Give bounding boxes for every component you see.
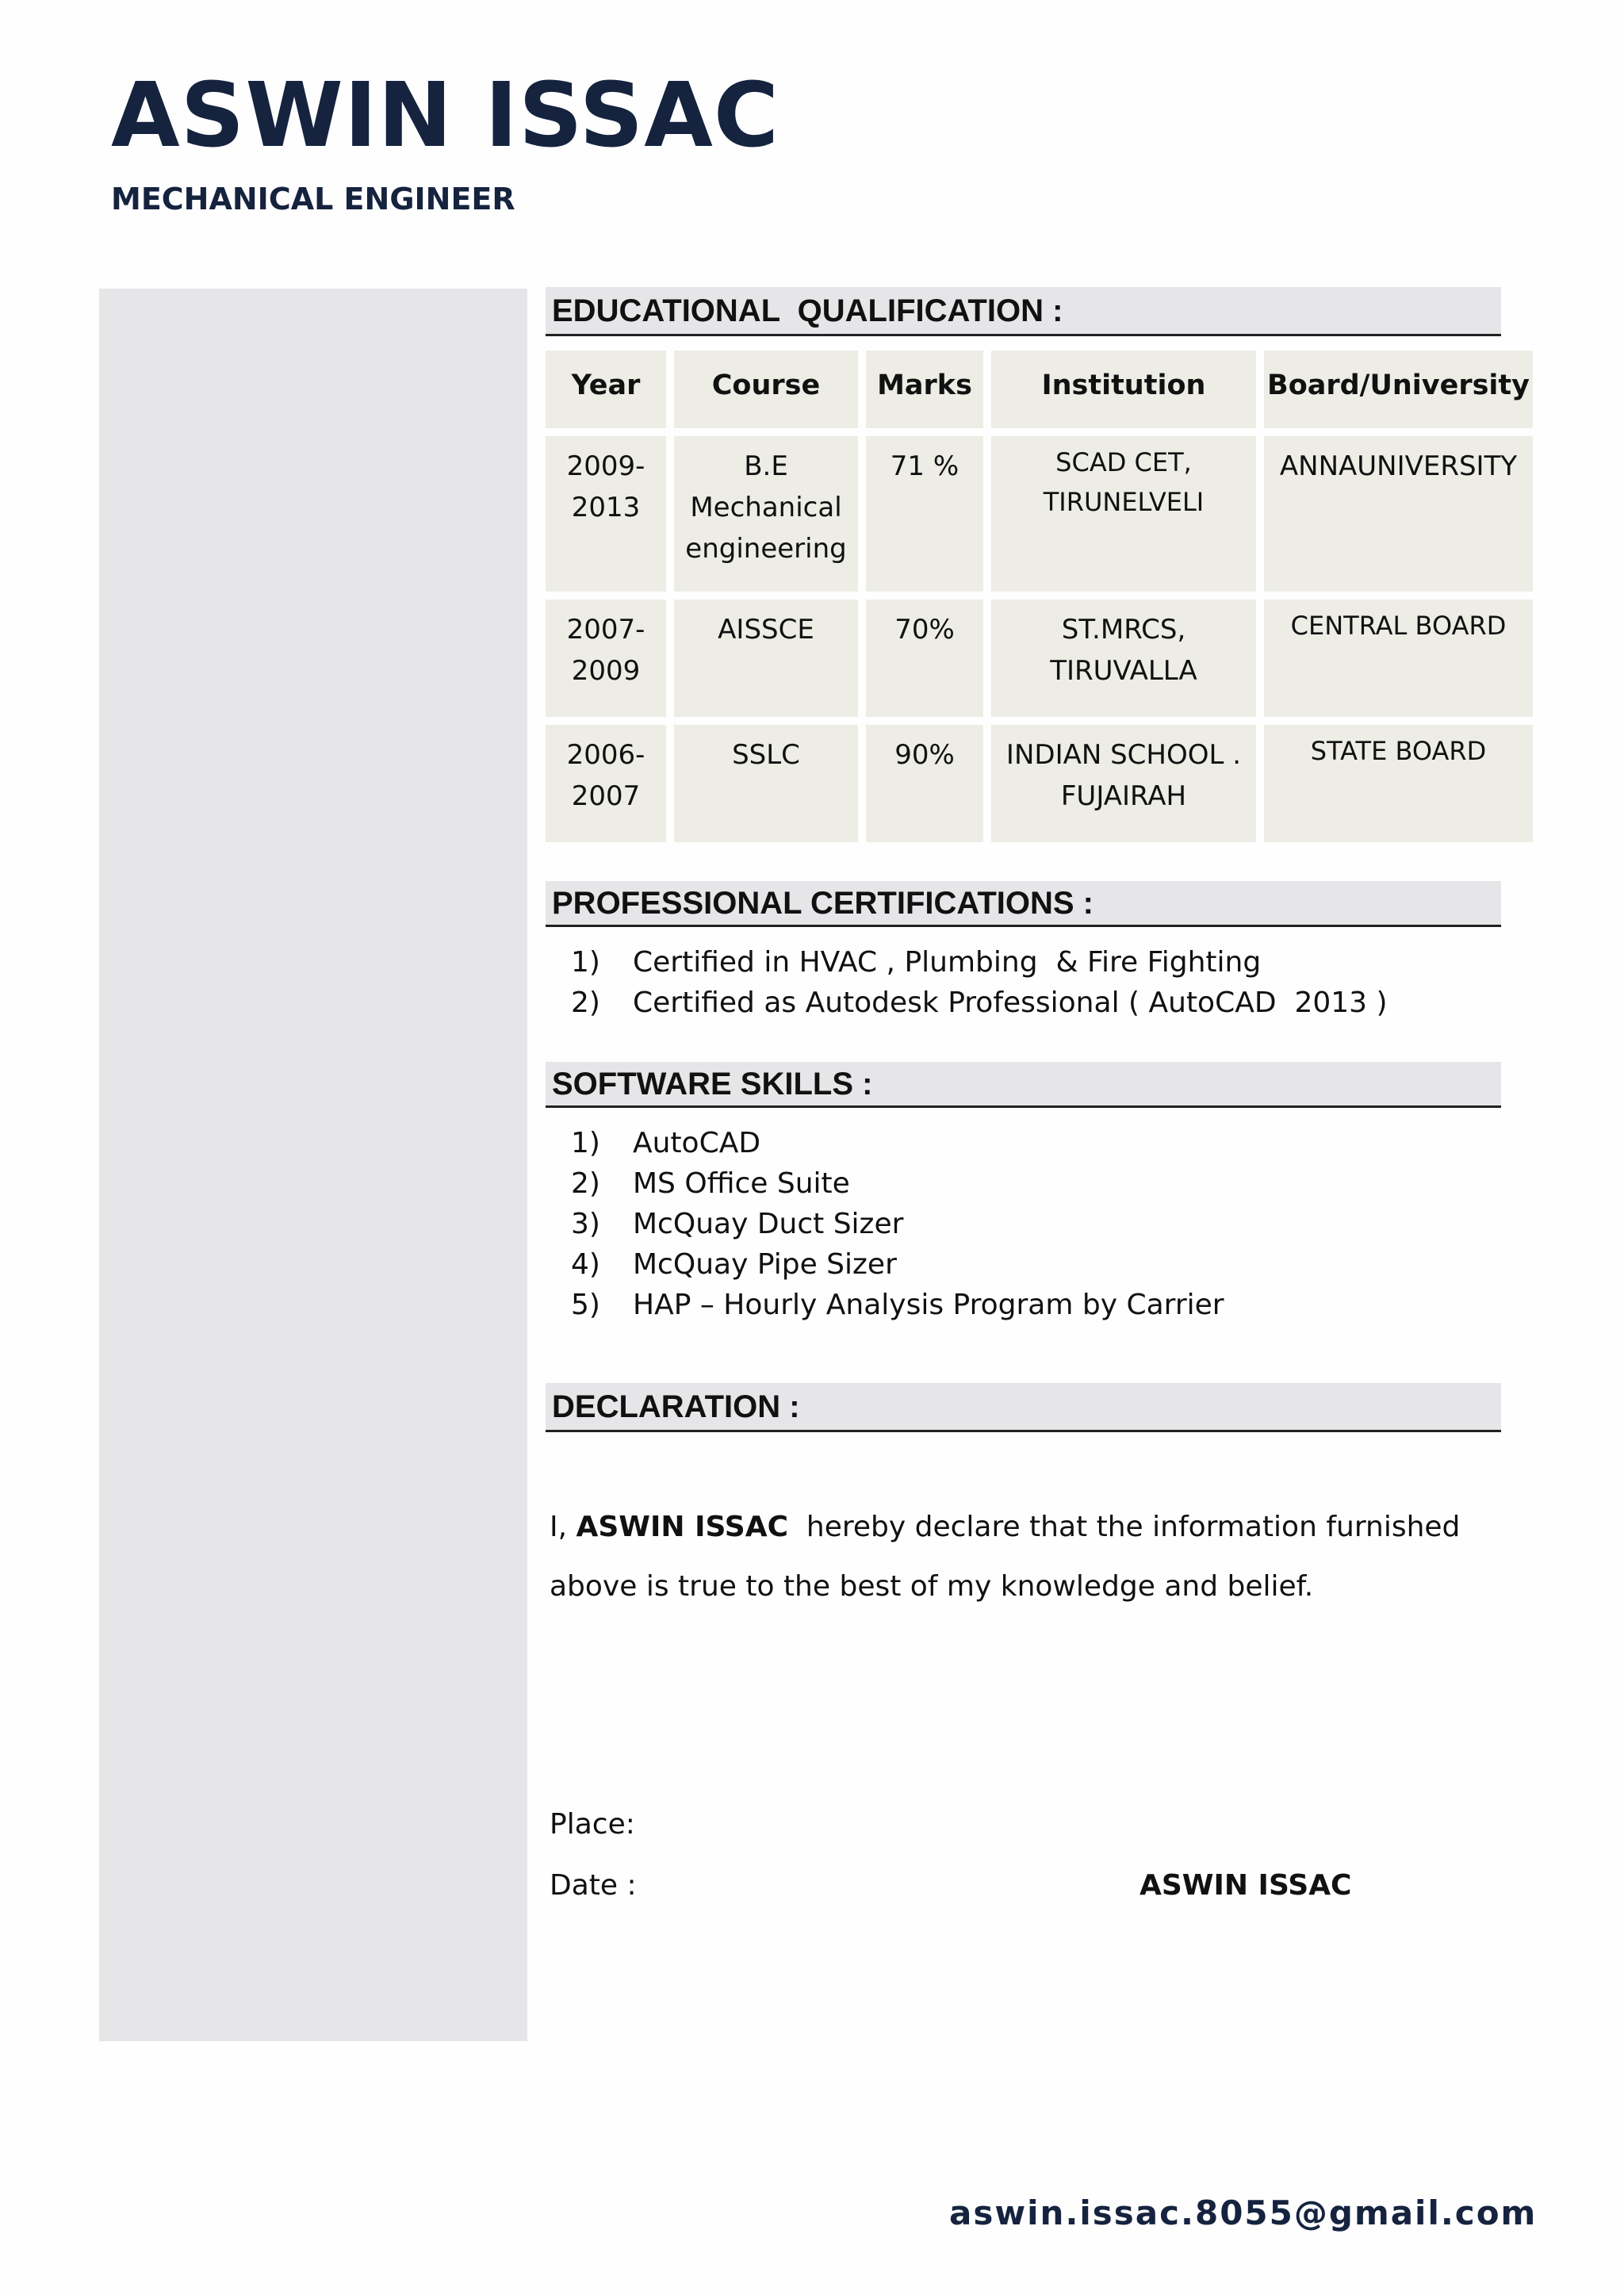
cell-institution: ST.MRCS, TIRUVALLA [991, 600, 1256, 717]
column-header: Year [546, 351, 666, 428]
list-item: 2) MS Office Suite [571, 1167, 850, 1200]
cell-marks: 90% [866, 725, 983, 842]
certifications-heading: PROFESSIONAL CERTIFICATIONS : [552, 886, 1094, 921]
cell-board: STATE BOARD [1264, 725, 1533, 842]
table-row [546, 725, 1533, 842]
cell-course: B.E Mechanical engineering [674, 436, 858, 592]
skills-section-header [546, 1062, 1501, 1108]
education-section-header [546, 287, 1501, 336]
date-label: Date : [550, 1869, 637, 1902]
cell-institution: SCAD CET, TIRUNELVELI [991, 436, 1256, 592]
column-header: Course [674, 351, 858, 428]
candidate-name: ASWIN ISSAC [111, 64, 780, 167]
skills-list [571, 1123, 1483, 1325]
cell-institution: INDIAN SCHOOL . FUJAIRAH [991, 725, 1256, 842]
column-header: Institution [991, 351, 1256, 428]
table-row [546, 436, 1533, 592]
cell-marks: 70% [866, 600, 983, 717]
declaration-heading: DECLARATION : [552, 1389, 800, 1424]
cell-year: 2006-2007 [546, 725, 666, 842]
cell-marks: 71 % [866, 436, 983, 592]
cell-year: 2009-2013 [546, 436, 666, 592]
list-item: 4) McQuay Pipe Sizer [571, 1248, 897, 1281]
declaration-section-header [546, 1383, 1501, 1432]
certifications-list [571, 942, 1483, 1023]
list-item: 1) Certified in HVAC , Plumbing & Fire Fighting [571, 946, 1262, 979]
signature-name: ASWIN ISSAC [1139, 1869, 1352, 1902]
skills-heading: SOFTWARE SKILLS : [552, 1067, 873, 1102]
cell-course: AISSCE [674, 600, 858, 717]
job-title: MECHANICAL ENGINEER [111, 182, 515, 216]
certifications-section-header [546, 881, 1501, 927]
cell-board: ANNAUNIVERSITY [1264, 436, 1533, 592]
education-table [538, 343, 1541, 850]
cell-course: SSLC [674, 725, 858, 842]
column-header: Board/University [1264, 351, 1533, 428]
list-item: 3) McQuay Duct Sizer [571, 1208, 904, 1240]
list-item: 5) HAP – Hourly Analysis Program by Carrier [571, 1289, 1224, 1321]
declaration-text: I, ASWIN ISSAC hereby declare that the information furnished above is true to the best of my knowledge and belief. [550, 1511, 1469, 1603]
education-heading: EDUCATIONAL QUALIFICATION : [552, 293, 1063, 328]
cell-year: 2007-2009 [546, 600, 666, 717]
cell-board: CENTRAL BOARD [1264, 600, 1533, 717]
education-table-header-row [546, 351, 1533, 428]
left-sidebar-panel [99, 289, 527, 2041]
list-item: 2) Certified as Autodesk Professional ( AutoCAD 2013 ) [571, 987, 1388, 1019]
table-row [546, 600, 1533, 717]
place-label: Place: [550, 1808, 635, 1841]
column-header: Marks [866, 351, 983, 428]
email-address[interactable]: aswin.issac.8055@gmail.com [949, 2193, 1538, 2232]
list-item: 1) AutoCAD [571, 1127, 761, 1159]
declaration-name: ASWIN ISSAC [576, 1511, 788, 1543]
